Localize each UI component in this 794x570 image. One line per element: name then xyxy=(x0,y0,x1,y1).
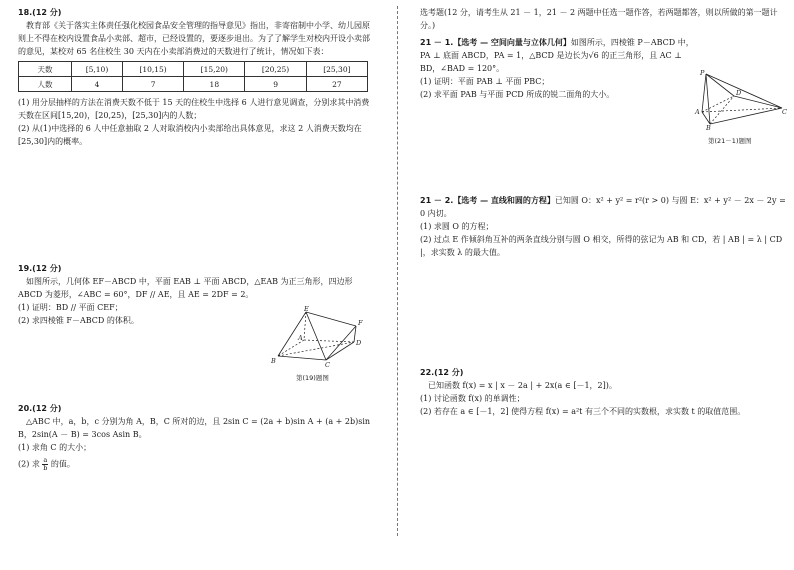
label-C: C xyxy=(782,108,787,116)
edge-AD xyxy=(702,96,734,112)
q21-1-figure-caption: 第(21－1)题图 xyxy=(708,137,752,145)
question-21-1 xyxy=(420,36,700,101)
label-P: P xyxy=(700,69,705,77)
table-cell: 9 xyxy=(245,77,306,92)
q21-1-header: 21 － 1. xyxy=(420,38,454,47)
label-D: D xyxy=(736,89,742,97)
q21-1-part1: (1) 证明：平面 PAB ⊥ 平面 PBC； xyxy=(420,77,550,86)
table-cell: 7 xyxy=(122,77,183,92)
q21-1-figure xyxy=(692,68,788,130)
fraction-a-over-b: $\frac{a}{b}$ xyxy=(43,456,48,472)
edge-EC xyxy=(306,312,326,360)
q19-header: 19.(12 分) xyxy=(18,264,62,273)
label-B: B xyxy=(706,124,711,130)
table-cell: [5,10) xyxy=(72,62,123,77)
label-D: D xyxy=(356,339,362,347)
edge-PC xyxy=(706,74,782,108)
edge-FC xyxy=(326,326,356,360)
left-column xyxy=(18,6,374,148)
edge-PB xyxy=(706,74,710,124)
q22-part2: (2) 若存在 a ∈ [－1，2] 使得方程 f(x) = a²t 有三个不同的实数根，求实数 t 的取值范围。 xyxy=(420,407,746,416)
q21-2-header: 21 － 2. xyxy=(420,196,454,205)
q18-text: 教育部《关于落实主体责任强化校园食品安全管理的指导意见》指出，非寄宿制中小学、幼儿园原则上不得在校内设置食品小卖部、超市，已经设置的，要逐步退出。为了了解学生对校内开设小卖部的意见，某校对 65 名住校生 30 天内在小卖部消费过的天数进行了统计，情况如下表： xyxy=(18,21,370,56)
q19-text: 如图所示，几何体 EF－ABCD 中，平面 EAB ⊥ 平面 ABCD，△EAB 为正三角形，四边形 ABCD 为菱形，∠ABC = 60°，DF // AE，且 AE = 2DF = 2。 xyxy=(18,277,353,299)
q18-table xyxy=(18,61,368,92)
q21-2-text: 已知圆 O：x² + y² = r²(r > 0) 与圆 E：x² + y² － 2x － 2y = 0 内切。 xyxy=(420,196,786,218)
q19-part1: (1) 证明：BD // 平面 CEF； xyxy=(18,303,123,312)
q20-header: 20.(12 分) xyxy=(18,404,62,413)
q21-1-part2: (2) 求平面 PAB 与平面 PCD 所成的锐二面角的大小。 xyxy=(420,90,615,99)
q21-2-part1: (1) 求圆 O 的方程； xyxy=(420,222,494,231)
column-divider xyxy=(397,6,398,536)
label-F: F xyxy=(358,319,363,327)
elective-intro: 选考题(12 分，请考生从 21 － 1，21 － 2 两题中任选一题作答，若两题都答，则以所做的第一题计分。) xyxy=(420,8,778,30)
q19-figure-caption: 第(19)题图 xyxy=(296,374,329,382)
table-row-label: 人数 xyxy=(19,77,72,92)
table-row-label: 天数 xyxy=(19,62,72,77)
label-B: B xyxy=(271,357,276,365)
edge-PA xyxy=(702,74,706,112)
q20-text: △ABC 中，a，b，c 分别为角 A，B，C 所对的边，且 2sin C = (2a + b)sin A + (a + 2b)sin B，2sin(A － B) = 3cos Asin B。 xyxy=(18,417,371,439)
q19-part2: (2) 求四棱锥 F－ABCD 的体积。 xyxy=(18,316,139,325)
table-cell: 27 xyxy=(306,77,367,92)
question-21-2 xyxy=(420,194,788,259)
q18-part2: (2) 从(1)中选择的 6 人中任意抽取 2 人对取消校内小卖部给出具体意见，求这 2 人消费天数均在[25,30]内的概率。 xyxy=(18,124,362,146)
question-22 xyxy=(420,366,788,418)
q21-1-tag: 【选考 — 空间向量与立体几何】 xyxy=(453,38,571,47)
q18-part1: (1) 用分层抽样的方法在消费天数不低于 15 天的住校生中选择 6 人进行意见调查，分别求其中消费天数在区间[15,20)，[20,25)，[25,30]内的人数； xyxy=(18,98,370,120)
label-E: E xyxy=(304,306,309,313)
table-cell: [10,15) xyxy=(122,62,183,77)
edge-BC xyxy=(710,108,782,124)
edge-BC xyxy=(278,356,326,360)
q19-figure xyxy=(268,306,368,368)
question-18 xyxy=(18,6,374,148)
q21-2-tag: 【选考 — 直线和圆的方程】 xyxy=(453,196,555,205)
edge-DC xyxy=(734,96,782,108)
q22-text: 已知函数 f(x) = x | x － 2a | + 2x(a ∈ [－1，2])。 xyxy=(428,381,617,390)
q20-part1: (1) 求角 C 的大小； xyxy=(18,443,92,452)
label-C: C xyxy=(325,361,330,368)
edge-EA xyxy=(304,312,306,340)
table-row xyxy=(19,62,368,77)
table-cell: [25,30] xyxy=(306,62,367,77)
table-cell: [15,20) xyxy=(184,62,245,77)
table-cell: 18 xyxy=(184,77,245,92)
q22-header: 22.(12 分) xyxy=(420,368,464,377)
edge-AD xyxy=(304,340,354,342)
edge-AC xyxy=(702,108,782,112)
edge-EF xyxy=(306,312,356,326)
table-cell: [20,25) xyxy=(245,62,306,77)
q20-part2: (2) 求 $\frac{a}{b}$ 的值。 xyxy=(18,456,75,472)
label-A: A xyxy=(695,108,700,116)
table-cell: 4 xyxy=(72,77,123,92)
q22-part1: (1) 讨论函数 f(x) 的单调性； xyxy=(420,394,525,403)
q21-1-text: 如图所示，四棱锥 P－ABCD 中，PA ⊥ 底面 ABCD，PA = 1，△BCD 是边长为√6 的正三角形，且 AC ⊥ BD，∠BAD = 120°。 xyxy=(420,38,694,73)
question-20 xyxy=(18,402,374,472)
label-A: A xyxy=(298,334,303,342)
table-row xyxy=(19,77,368,92)
q18-header: 18.(12 分) xyxy=(18,8,62,17)
q21-2-part2: (2) 过点 E 作倾斜角互补的两条直线分别与圆 O 相交，所得的弦记为 AB 和 CD，若 | AB | = λ | CD |，求实数 λ 的最大值。 xyxy=(420,235,783,257)
